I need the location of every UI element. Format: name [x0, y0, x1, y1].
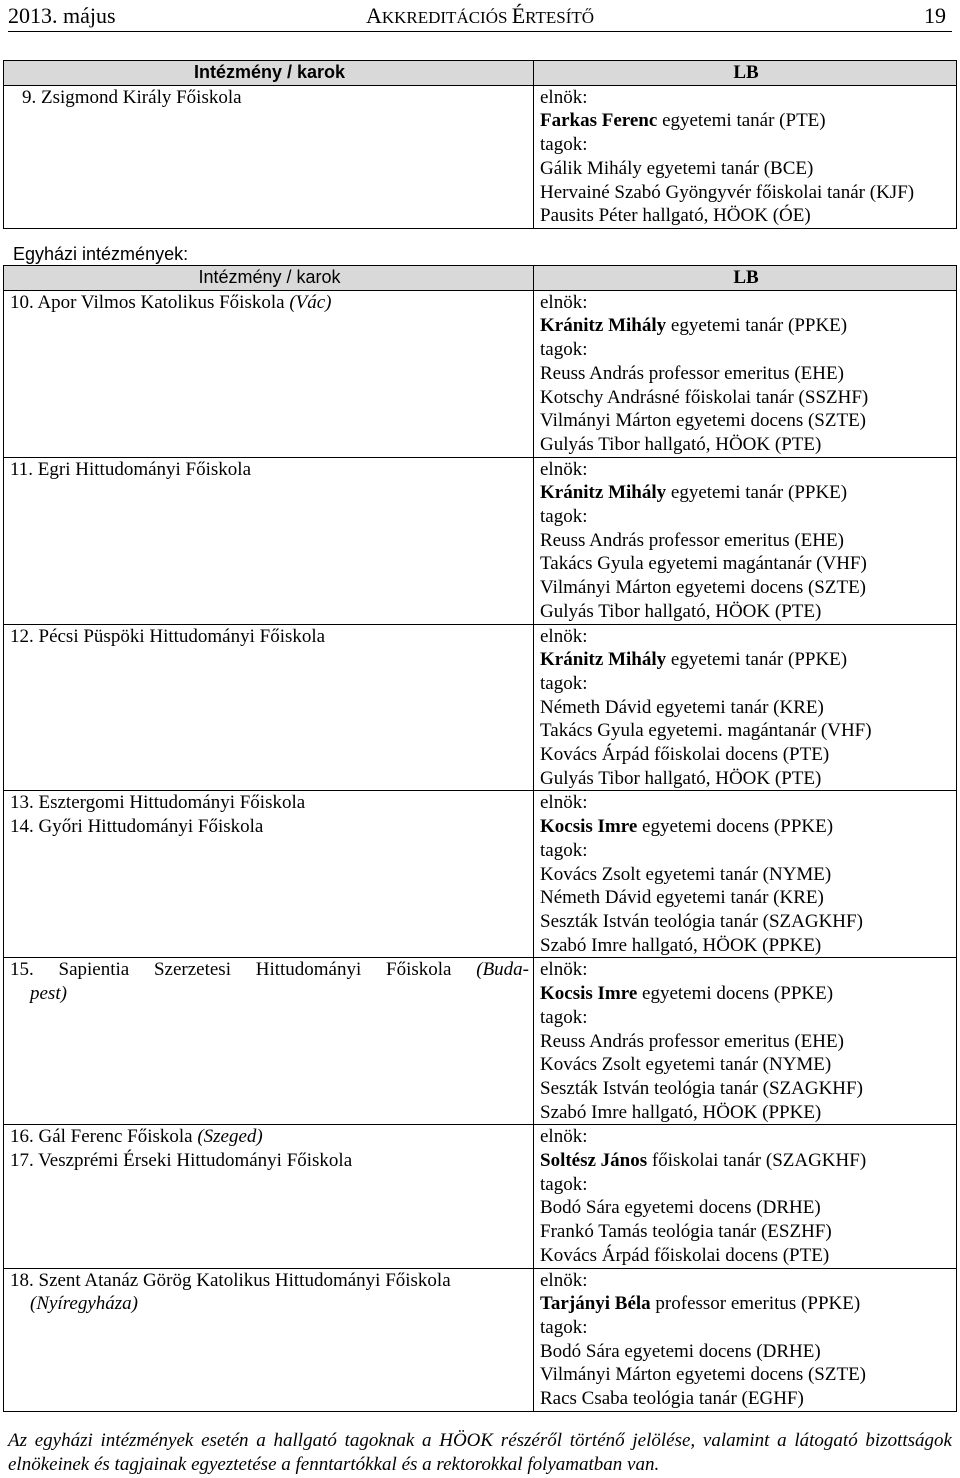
members-label: tagok:	[540, 1006, 588, 1028]
institution-location: pest)	[30, 983, 67, 1005]
section-label: Egyházi intézmények:	[13, 244, 189, 264]
member: Racs Csaba teológia tanár (EGHF)	[540, 1388, 804, 1410]
table-row	[4, 290, 957, 457]
member: Bodó Sára egyetemi docens (DRHE)	[540, 1340, 821, 1362]
chair-line: Tarjányi Béla professor emeritus (PPKE)	[540, 1293, 861, 1315]
table-row	[4, 85, 957, 228]
page-number: 19	[924, 3, 946, 28]
header-date: 2013. május	[8, 3, 116, 28]
member: Hervainé Szabó Gyöngyvér főiskolai tanár (KJF)	[540, 181, 915, 203]
institution-cell	[4, 1268, 534, 1411]
institution-name: 17. Veszprémi Érseki Hittudományi Főiskola	[10, 1150, 353, 1172]
member: Szabó Imre hallgató, HÖOK (PPKE)	[540, 934, 822, 956]
committee-cell	[534, 290, 957, 457]
member: Kovács Árpád főiskolai docens (PTE)	[540, 744, 830, 766]
chair-line: Kránitz Mihály egyetemi tanár (PPKE)	[540, 315, 848, 337]
member: Kovács Árpád főiskolai docens (PTE)	[540, 1244, 830, 1266]
chair-label: elnök:	[540, 1269, 588, 1291]
member: Németh Dávid egyetemi tanár (KRE)	[540, 696, 824, 718]
committee-table-1	[3, 60, 957, 229]
member: Szabó Imre hallgató, HÖOK (PPKE)	[540, 1101, 822, 1123]
institution-cell	[4, 791, 534, 958]
table-header-row	[4, 266, 957, 291]
committee-cell	[534, 624, 957, 791]
committee-table-2	[3, 265, 957, 1412]
institution-name: 18. Szent Atanáz Görög Katolikus Hittudományi Főiskola	[10, 1269, 451, 1291]
footnote: Az egyházi intézmények esetén a hallgató tagoknak a HÖOK részéről történő jelölése, valamint a látogató bizottságok elnökeinek és tagjainak egyeztetése a fenntartókkal és a rektorokkal folyamatban van.	[8, 1430, 952, 1475]
member: Reuss András professor emeritus (EHE)	[540, 529, 844, 551]
institution-name: 9. Zsigmond Király Főiskola	[22, 86, 242, 108]
col-header-lb: LB	[534, 266, 957, 291]
chair-line: Farkas Ferenc egyetemi tanár (PTE)	[540, 110, 826, 132]
col-header-lb: LB	[534, 61, 957, 86]
page-header	[8, 2, 952, 32]
institution-cell	[4, 290, 534, 457]
member: Gulyás Tibor hallgató, HÖOK (PTE)	[540, 767, 822, 789]
member: Gálik Mihály egyetemi tanár (BCE)	[540, 157, 814, 179]
table-row	[4, 1125, 957, 1268]
member: Takács Gyula egyetemi. magántanár (VHF)	[540, 720, 872, 742]
chair-line: Kránitz Mihály egyetemi tanár (PPKE)	[540, 649, 848, 671]
member: Vilmányi Márton egyetemi docens (SZTE)	[540, 1364, 866, 1386]
committee-cell	[534, 791, 957, 958]
members-label: tagok:	[540, 1173, 588, 1195]
member: Vilmányi Márton egyetemi docens (SZTE)	[540, 410, 866, 432]
member: Seszták István teológia tanár (SZAGKHF)	[540, 910, 863, 932]
chair-line: Kocsis Imre egyetemi docens (PPKE)	[540, 983, 834, 1005]
chair-label: elnök:	[540, 86, 588, 108]
member: Reuss András professor emeritus (EHE)	[540, 362, 844, 384]
member: Kovács Zsolt egyetemi tanár (NYME)	[540, 1054, 832, 1076]
institution-name: 11. Egri Hittudományi Főiskola	[10, 458, 252, 480]
chair-line: Soltész János főiskolai tanár (SZAGKHF)	[540, 1150, 867, 1172]
member: Gulyás Tibor hallgató, HÖOK (PTE)	[540, 433, 822, 455]
committee-cell	[534, 1268, 957, 1411]
institution-name: 15. Sapientia Szerzetesi Hittudományi Főiskola (Buda-	[10, 959, 529, 981]
chair-label: elnök:	[540, 291, 588, 313]
institution-location: (Nyíregyháza)	[30, 1293, 138, 1315]
institution-cell	[4, 624, 534, 791]
member: Németh Dávid egyetemi tanár (KRE)	[540, 887, 824, 909]
members-label: tagok:	[540, 134, 588, 156]
member: Gulyás Tibor hallgató, HÖOK (PTE)	[540, 600, 822, 622]
institution-cell	[4, 85, 534, 228]
committee-cell	[534, 958, 957, 1125]
chair-label: elnök:	[540, 458, 588, 480]
chair-line: Kocsis Imre egyetemi docens (PPKE)	[540, 816, 834, 838]
table-row	[4, 1268, 957, 1411]
member: Seszták István teológia tanár (SZAGKHF)	[540, 1077, 863, 1099]
member: Takács Gyula egyetemi magántanár (VHF)	[540, 553, 867, 575]
committee-cell	[534, 85, 957, 228]
table-row	[4, 791, 957, 958]
institution-name: 12. Pécsi Püspöki Hittudományi Főiskola	[10, 625, 326, 647]
members-label: tagok:	[540, 506, 588, 528]
table-row	[4, 958, 957, 1125]
members-label: tagok:	[540, 672, 588, 694]
table-row	[4, 624, 957, 791]
member: Frankó Tamás teológia tanár (ESZHF)	[540, 1221, 832, 1243]
member: Kovács Zsolt egyetemi tanár (NYME)	[540, 863, 832, 885]
header-title: AKKREDITÁCIÓS ÉRTESÍTŐ	[365, 3, 595, 28]
institution-cell	[4, 958, 534, 1125]
table-header-row	[4, 61, 957, 86]
member: Bodó Sára egyetemi docens (DRHE)	[540, 1197, 821, 1219]
institution-name: 16. Gál Ferenc Főiskola (Szeged)	[10, 1126, 263, 1148]
member: Kotschy Andrásné főiskolai tanár (SSZHF)	[540, 386, 869, 408]
col-header-institution: Intézmény / karok	[4, 61, 534, 86]
institution-cell	[4, 457, 534, 624]
members-label: tagok:	[540, 339, 588, 361]
chair-label: elnök:	[540, 625, 588, 647]
institution-cell	[4, 1125, 534, 1268]
members-label: tagok:	[540, 1316, 588, 1338]
member: Vilmányi Márton egyetemi docens (SZTE)	[540, 577, 866, 599]
chair-line: Kránitz Mihály egyetemi tanár (PPKE)	[540, 482, 848, 504]
committee-cell	[534, 1125, 957, 1268]
institution-name: 10. Apor Vilmos Katolikus Főiskola (Vác)	[10, 291, 332, 313]
member: Pausits Péter hallgató, HÖOK (ÓE)	[540, 205, 811, 227]
chair-label: elnök:	[540, 792, 588, 814]
committee-cell	[534, 457, 957, 624]
chair-label: elnök:	[540, 1126, 588, 1148]
members-label: tagok:	[540, 839, 588, 861]
chair-label: elnök:	[540, 959, 588, 981]
table-row	[4, 457, 957, 624]
col-header-institution: Intézmény / karok	[4, 266, 534, 291]
institution-name: 14. Győri Hittudományi Főiskola	[10, 816, 264, 838]
member: Reuss András professor emeritus (EHE)	[540, 1030, 844, 1052]
institution-name: 13. Esztergomi Hittudományi Főiskola	[10, 792, 306, 814]
